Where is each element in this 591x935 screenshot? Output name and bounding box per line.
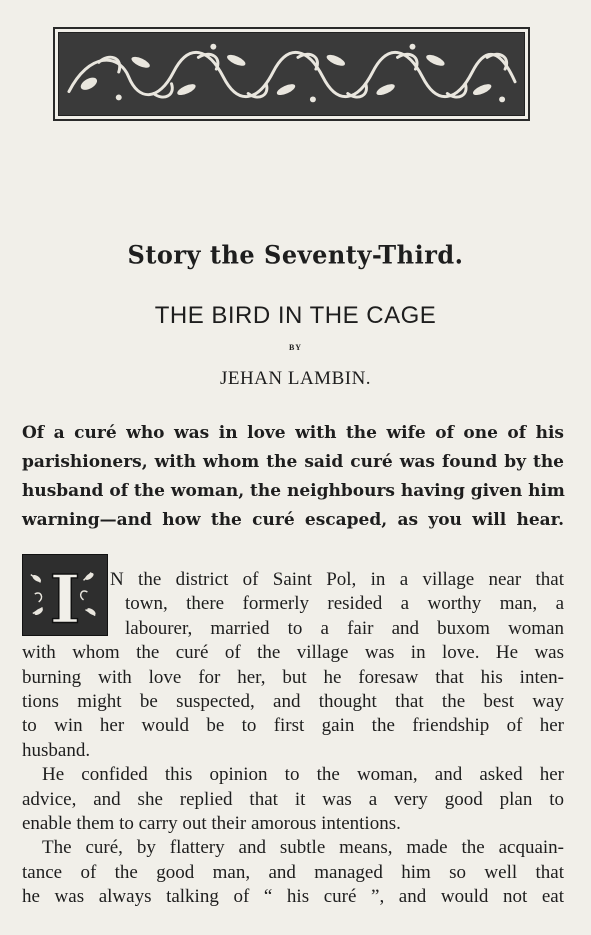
chapter-argument — [22, 419, 564, 535]
body-line: tance of the good man, and managed him so well that — [22, 861, 564, 883]
chapter-title: THE BIRD IN THE CAGE — [154, 302, 437, 329]
body-line: labourer, married to a fair and buxom woman — [125, 617, 564, 639]
body-line: to win her would be to first gain the friendship of her — [22, 715, 564, 737]
svg-text:I: I — [49, 560, 81, 635]
argument-line: warning—and how the curé escaped, as you will hear. — [22, 510, 564, 530]
body-line: town, there formerly resided a worthy man, a — [125, 593, 564, 615]
argument-line: parishioners, with whom the said curé was found by the — [22, 452, 564, 472]
body-line: with whom the curé of the village was in love. He was — [22, 642, 564, 664]
body-line: advice, and she replied that it was a very good plan to — [22, 788, 564, 810]
body-line: husband. — [22, 739, 91, 761]
by-label: BY — [288, 343, 303, 352]
body-line: He confided this opinion to the woman, and asked her — [42, 764, 564, 786]
story-body — [22, 568, 564, 909]
author-name: JEHAN LAMBIN. — [219, 368, 372, 389]
body-line: The curé, by flattery and subtle means, made the acquain- — [42, 837, 564, 859]
body-line: enable them to carry out their amorous intentions. — [22, 812, 401, 834]
argument-line: Of a curé who was in love with the wife of one of his — [22, 423, 564, 443]
ornamental-header-band — [53, 27, 530, 121]
body-line: tions might be suspected, and thought that the best way — [22, 690, 564, 712]
body-line: N the district of Saint Pol, in a village near that — [110, 569, 564, 590]
body-line: he was always talking of “ his curé ”, and would not eat — [22, 886, 564, 908]
ornament-panel — [58, 32, 525, 116]
body-line: burning with love for her, but he foresaw that his inten- — [22, 666, 564, 688]
story-title: Story the Seventy-Third. — [127, 239, 464, 270]
scroll-ornament-icon — [59, 33, 524, 115]
argument-line: husband of the woman, the neighbours having given him — [22, 481, 565, 501]
